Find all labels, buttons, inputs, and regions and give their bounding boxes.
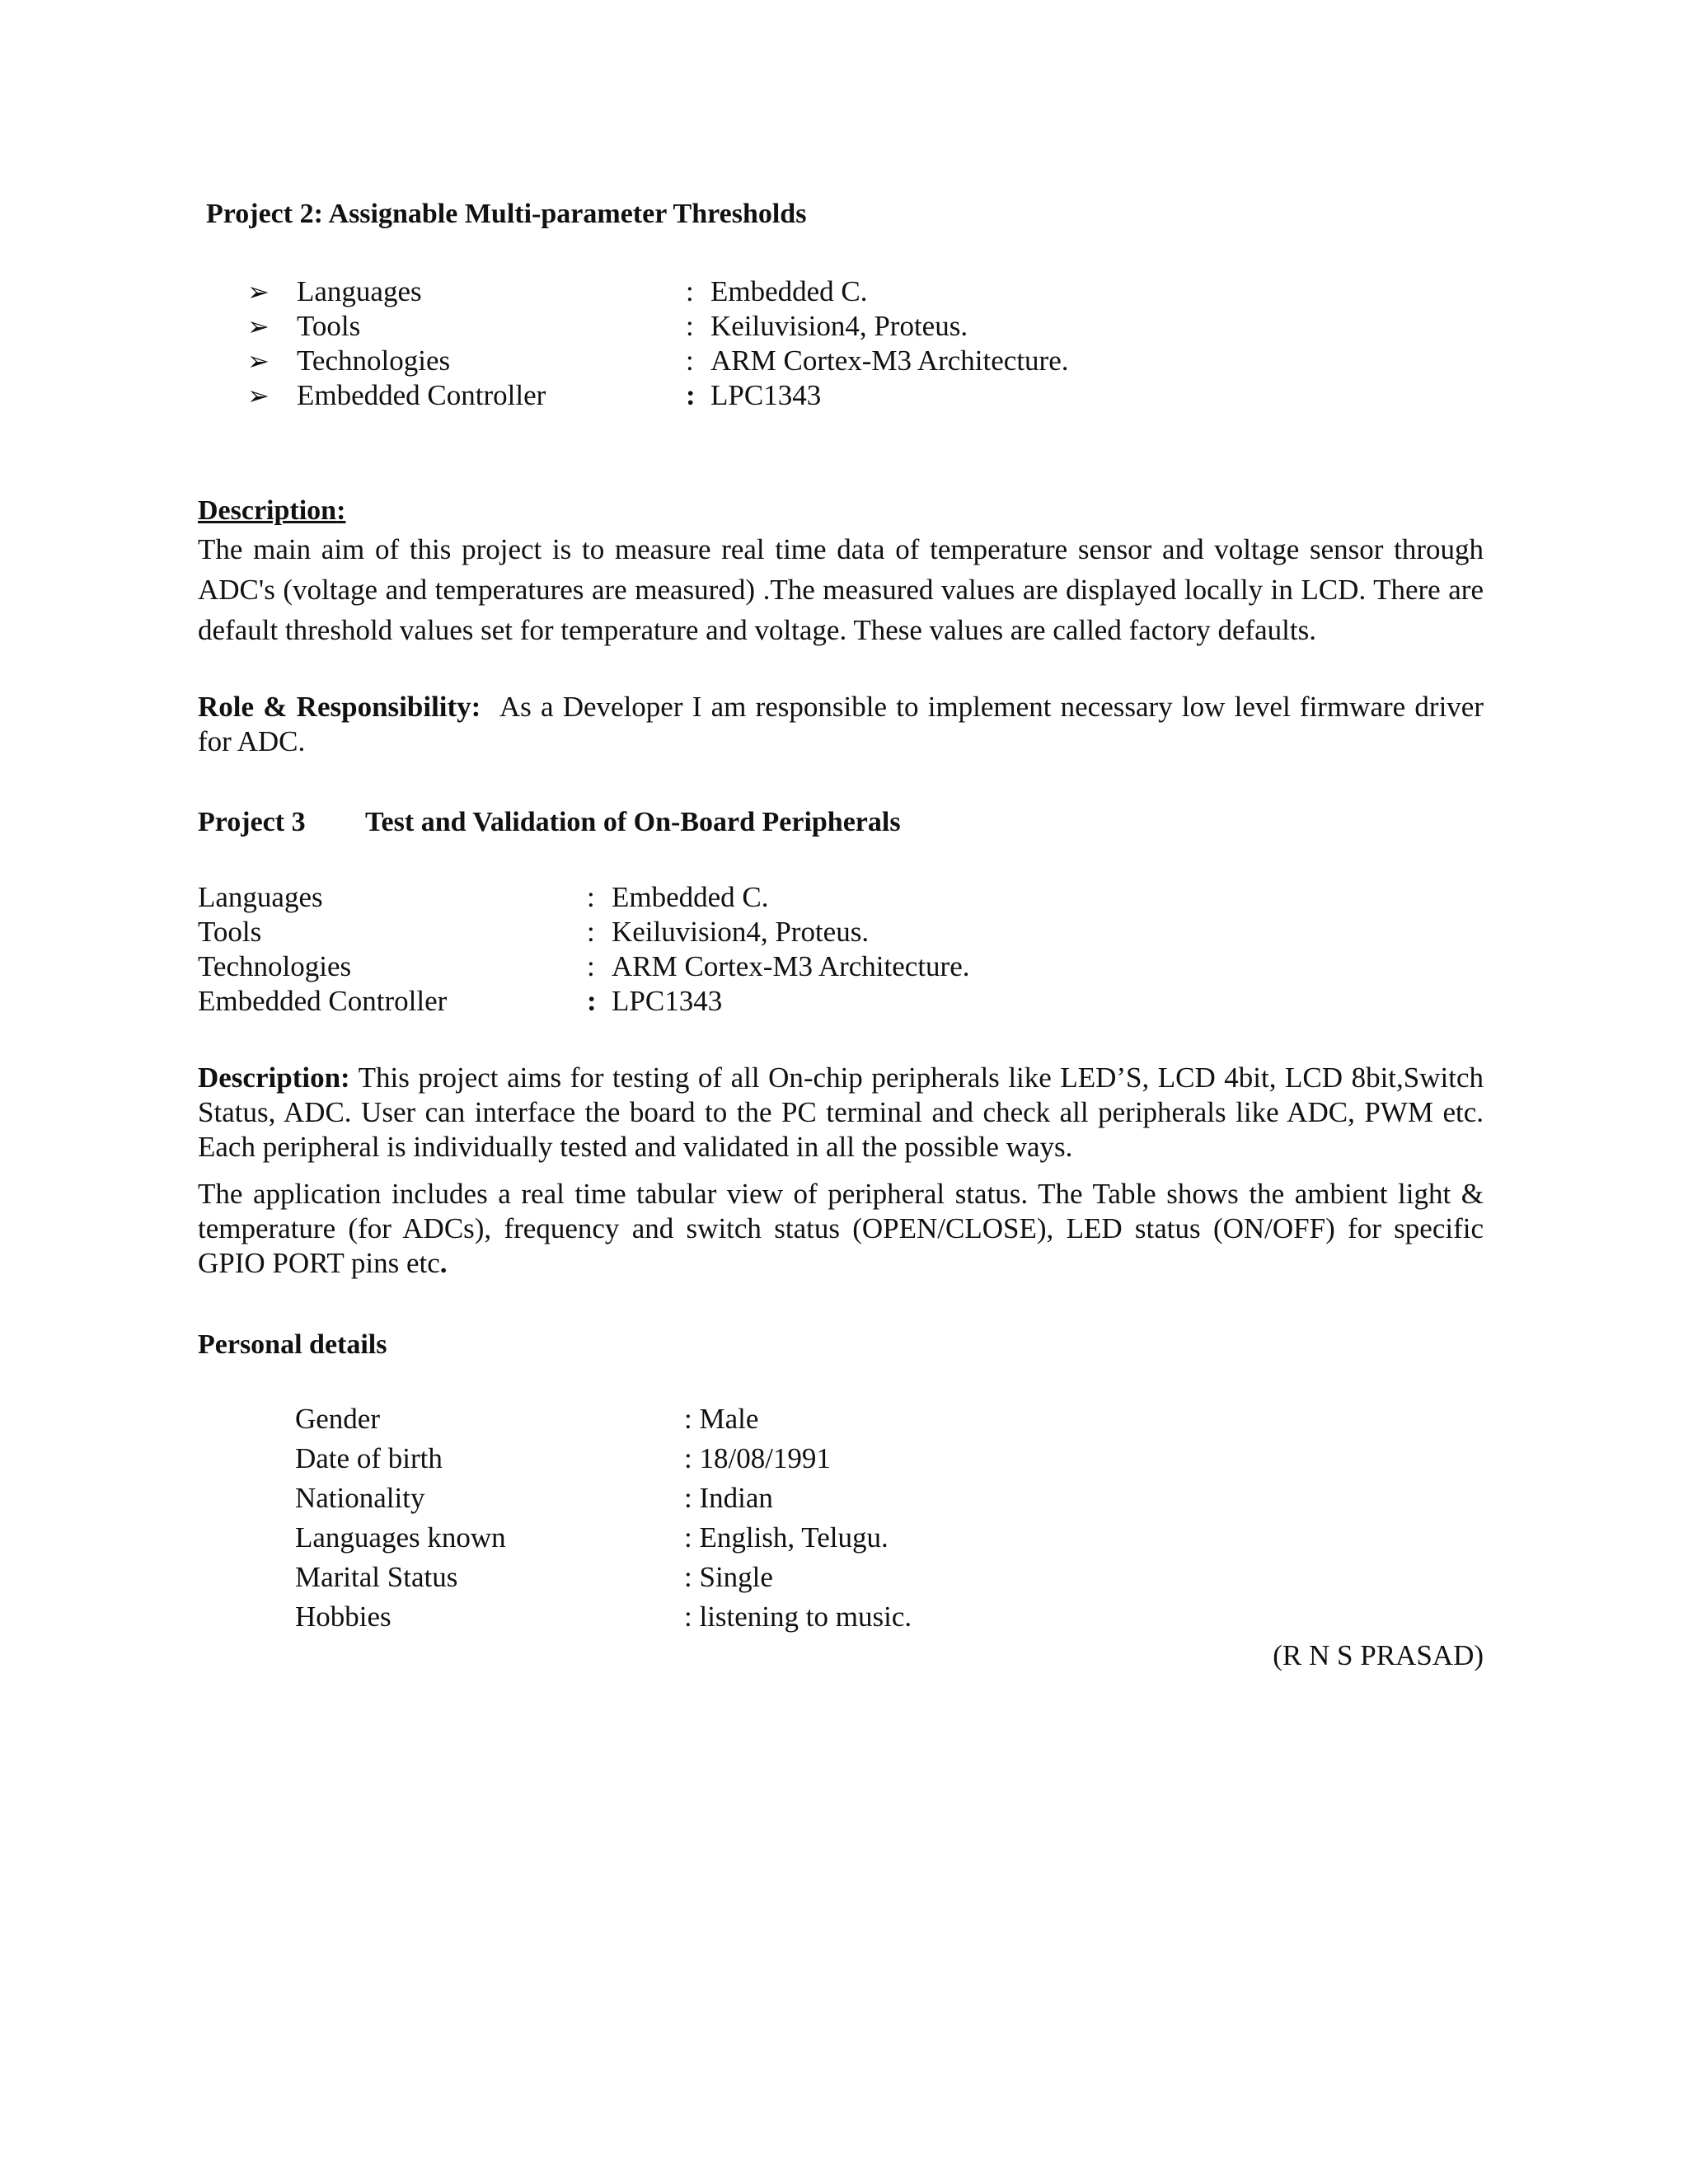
project3-description-text: This project aims for testing of all On-chip peripherals like LED’S, LCD 4bit, LCD 8bit,Switch Status, ADC. User can interface the board to the PC terminal and check all peripherals like ADC, PWM etc. Each peripheral is individually tested and validated in all the possible ways. <box>198 1062 1484 1163</box>
detail-value: : English, Telugu. <box>684 1521 889 1554</box>
spec-label: Technologies <box>297 344 451 377</box>
personal-details-heading: Personal details <box>198 1329 387 1360</box>
arrow-bullet-icon: ➢ <box>247 277 270 307</box>
list-item <box>295 1558 1449 1597</box>
spec-separator: : <box>686 275 694 307</box>
description-label-text: Description <box>198 495 337 526</box>
project3-application-end: . <box>439 1247 448 1279</box>
spec-separator: : <box>587 916 595 948</box>
project3-name: Test and Validation of On-Board Peripherals <box>365 807 901 837</box>
spec-value: LPC1343 <box>710 379 822 411</box>
detail-label: Hobbies <box>295 1601 392 1633</box>
spec-separator: : <box>587 985 597 1017</box>
project3-application-text: The application includes a real time tabular view of peripheral status. The Table shows the ambient light & temperature (for ADCs), frequency and switch status (OPEN/CLOSE), LED status (ON/OFF) for specific GPIO PORT pins etc <box>198 1178 1484 1279</box>
project2-description-label <box>198 494 345 527</box>
spec-value: ARM Cortex-M3 Architecture. <box>710 344 1069 377</box>
project3-description <box>198 1061 1484 1165</box>
spec-label: Embedded Controller <box>198 985 448 1017</box>
spec-label: Embedded Controller <box>297 379 546 411</box>
spec-value: Keiluvision4, Proteus. <box>612 916 870 948</box>
list-item <box>295 1479 1449 1518</box>
spec-value: Keiluvision4, Proteus. <box>710 310 968 342</box>
spec-value: LPC1343 <box>612 985 723 1017</box>
project3-description-label: Description: <box>198 1062 350 1094</box>
project3-spec-list <box>198 880 1434 1019</box>
role-label: Role & Responsibility: <box>198 691 481 723</box>
list-item <box>247 344 1484 378</box>
arrow-bullet-icon: ➢ <box>247 312 270 341</box>
spec-label: Languages <box>297 275 422 307</box>
description-label-colon: : <box>336 495 346 526</box>
detail-value: : Male <box>684 1403 759 1435</box>
spec-value: Embedded C. <box>612 881 769 913</box>
detail-label: Languages known <box>295 1521 506 1554</box>
list-item <box>295 1439 1449 1479</box>
list-item <box>198 984 1434 1019</box>
list-item <box>247 378 1484 413</box>
spec-separator: : <box>686 379 696 411</box>
project2-role <box>198 690 1484 759</box>
list-item <box>295 1518 1449 1558</box>
detail-label: Gender <box>295 1403 381 1435</box>
list-item <box>247 309 1484 344</box>
detail-value: : listening to music. <box>684 1601 912 1633</box>
detail-label: Nationality <box>295 1482 425 1514</box>
spec-separator: : <box>686 310 694 342</box>
project2-title: Project 2: Assignable Multi-parameter Thresholds <box>206 199 807 229</box>
personal-details-list <box>295 1399 1449 1637</box>
detail-value: : Indian <box>684 1482 773 1514</box>
role-text: As a Developer I am responsible to implement necessary low level firmware driver for ADC. <box>198 691 1484 757</box>
arrow-bullet-icon: ➢ <box>247 381 270 410</box>
spec-separator: : <box>587 950 595 982</box>
detail-label: Marital Status <box>295 1561 458 1593</box>
list-item <box>295 1597 1449 1637</box>
list-item <box>247 274 1484 309</box>
signature: (R N S PRASAD) <box>1273 1639 1484 1671</box>
list-item <box>295 1399 1449 1439</box>
arrow-bullet-icon: ➢ <box>247 346 270 376</box>
detail-value: : Single <box>684 1561 773 1593</box>
list-item <box>198 949 1434 984</box>
spec-value: Embedded C. <box>710 275 868 307</box>
spec-label: Tools <box>198 916 262 948</box>
spec-separator: : <box>587 881 595 913</box>
spec-label: Languages <box>198 881 323 913</box>
spec-separator: : <box>686 344 694 377</box>
project3-application <box>198 1177 1484 1281</box>
list-item <box>198 915 1434 949</box>
project2-spec-list <box>247 274 1484 413</box>
spec-label: Tools <box>297 310 361 342</box>
project3-number: Project 3 <box>198 807 306 837</box>
project2-description: The main aim of this project is to measure real time data of temperature sensor and voltage sensor through ADC's (voltage and temperatures are measured) .The measured values are displayed locally in LCD. There are default threshold values set for temperature and voltage. These values are called factory defaults. <box>198 533 1484 646</box>
detail-label: Date of birth <box>295 1442 443 1474</box>
spec-value: ARM Cortex-M3 Architecture. <box>612 950 970 982</box>
project3-title <box>198 806 901 839</box>
list-item <box>198 880 1434 915</box>
spec-label: Technologies <box>198 950 352 982</box>
detail-value: : 18/08/1991 <box>684 1442 831 1474</box>
